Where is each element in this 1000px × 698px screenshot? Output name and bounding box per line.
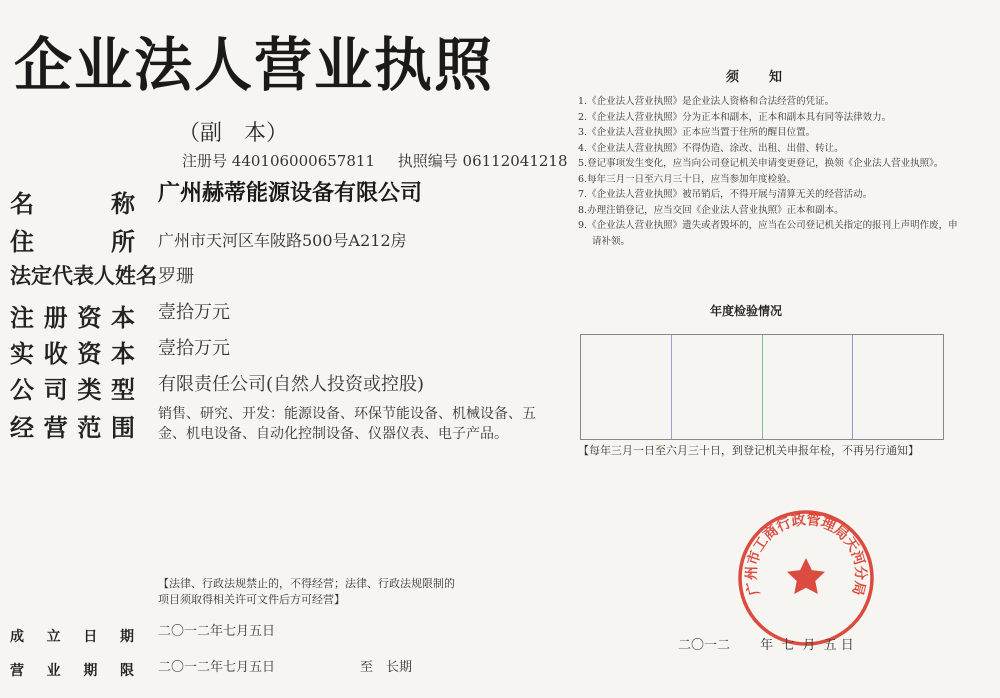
inspection-cell: [581, 335, 672, 439]
paid-capital-label: 实 收 资 本: [10, 340, 135, 368]
notice-item: 5.登记事项发生变化，应当向公司登记机关申请变更登记，换领《企业法人营业执照》。: [578, 158, 944, 169]
name-label: 名 称: [10, 190, 135, 218]
notice-item: 9.《企业法人营业执照》遗失或者毁坏的，应当在公司登记机关指定的报刊上声明作废，申请补领。: [578, 220, 958, 247]
inspection-cell: [763, 335, 854, 439]
annual-inspection-note: 【每年三月一日至六月三十日，到登记机关申报年检，不再另行通知】: [578, 444, 919, 457]
prohibition-note: 【法律、行政法规禁止的，不得经营；法律、行政法规限制的项目须取得相关许可文件后方可经营】: [158, 577, 455, 606]
company-type: 有限责任公司(自然人投资或控股): [158, 374, 425, 395]
business-scope-label: 经 营 范 围: [10, 414, 135, 442]
established-label: 成 立 日 期: [10, 629, 134, 645]
official-seal: [736, 508, 876, 648]
notice-list: [578, 94, 958, 249]
notice-title: 须知: [726, 70, 813, 85]
star-icon: [787, 558, 825, 594]
notice-item: 4.《企业法人营业执照》不得伪造、涂改、出租、出借、转让。: [578, 142, 844, 154]
business-term-label: 营 业 期 限: [10, 663, 134, 679]
notice-item: 2.《企业法人营业执照》分为正本和副本，正本和副本具有同等法律效力。: [578, 111, 892, 123]
registered-capital: 壹拾万元: [158, 302, 230, 323]
license-no: 06112041218: [462, 152, 568, 170]
business-term-start: 二〇一二年七月五日: [158, 660, 276, 675]
license-no-label: 执照编号: [397, 152, 458, 170]
business-term-end: 至 长期: [360, 660, 413, 675]
inspection-cell: [853, 335, 943, 439]
notice-item: 6.每年三月一日至六月三十日，应当参加年度检验。: [578, 173, 797, 185]
legal-rep: 罗珊: [158, 266, 194, 287]
company-type-label: 公 司 类 型: [10, 376, 135, 404]
document-title: 企业法人营业执照: [14, 31, 495, 99]
company-name: 广州赫蒂能源设备有限公司: [158, 181, 423, 206]
business-scope: 销售、研究、开发：能源设备、环保节能设备、机械设备、五金、机电设备、自动化控制设备、仪器仪表、电子产品。: [158, 406, 536, 442]
annual-inspection-title: 年度检验情况: [710, 304, 783, 318]
established-date: 二〇一二年七月五日: [158, 624, 276, 639]
issue-date: 二〇一二 年 七 月 五 日: [678, 638, 854, 653]
notice-item: 3.《企业法人营业执照》正本应当置于住所的醒目位置。: [578, 127, 816, 138]
notice-item: 8.办理注销登记，应当交回《企业法人营业执照》正本和副本。: [578, 204, 844, 216]
annual-inspection-table: [580, 334, 944, 440]
paid-capital: 壹拾万元: [158, 338, 230, 359]
reg-no: 440106000657811: [231, 152, 375, 170]
registration-line: [182, 150, 568, 171]
reg-no-label: 注册号: [182, 152, 228, 170]
notice-item: 7.《企业法人营业执照》被吊销后，不得开展与清算无关的经营活动。: [578, 189, 873, 200]
address-label: 住 所: [10, 228, 135, 256]
inspection-cell: [672, 335, 763, 439]
seal-text: 广州市工商行政管理局天河分局: [743, 512, 869, 597]
legal-rep-label: 法定代表人姓名: [10, 264, 157, 288]
notice-item: 1.《企业法人营业执照》是企业法人资格和合法经营的凭证。: [578, 96, 835, 107]
copy-label: （副 本）: [178, 121, 289, 146]
company-address: 广州市天河区车陂路500号A212房: [158, 231, 407, 250]
registered-capital-label: 注 册 资 本: [10, 304, 135, 332]
